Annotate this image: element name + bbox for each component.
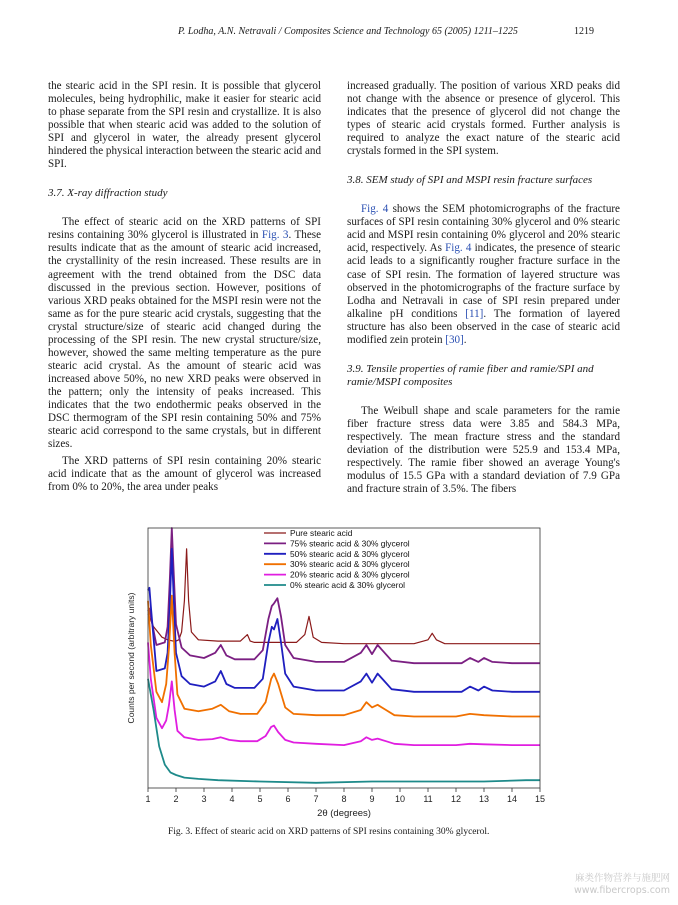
legend-label: 50% stearic acid & 30% glycerol bbox=[290, 548, 410, 559]
x-tick-label: 3 bbox=[201, 794, 207, 804]
citation-link[interactable]: [30] bbox=[445, 333, 464, 346]
figure-link[interactable]: Fig. 4 bbox=[361, 203, 389, 216]
legend-label: 0% stearic acid & 30% glycerol bbox=[290, 580, 405, 590]
paragraph-sem bbox=[347, 203, 620, 347]
legend-label: 30% stearic acid & 30% glycerol bbox=[290, 559, 410, 570]
citation-link[interactable]: [11] bbox=[465, 307, 484, 320]
paragraph: the stearic acid in the SPI resin. It is possible that glycerol molecules, being hydrophilic, make it easier for stearic acid to phase separate from the SPI resin and crystallize. It is also possible that when stearic acid was added to the solution of SPI and glycerol in water, the already present glycerol hindered the physical interaction between the stearic acid and SPI. bbox=[48, 80, 321, 171]
x-tick-label: 5 bbox=[257, 794, 263, 804]
legend-label: 75% stearic acid & 30% glycerol bbox=[290, 538, 410, 549]
x-tick-label: 2 bbox=[173, 794, 179, 804]
text: . The formation of layered structure has also been observed in the case of stearic acid modified zein protein bbox=[347, 307, 620, 346]
x-tick-label: 7 bbox=[313, 794, 319, 804]
x-tick-label: 4 bbox=[229, 794, 235, 804]
paragraph-xrd bbox=[48, 216, 321, 451]
figure-caption: Fig. 3. Effect of stearic acid on XRD patterns of SPI resins containing 30% glycerol. bbox=[168, 827, 490, 837]
paragraph: The XRD patterns of SPI resin containing 20% stearic acid indicate that as the amount of glycerol was increased from 0% to 20%, the area under peaks bbox=[48, 455, 321, 494]
running-head: P. Lodha, A.N. Netravali / Composites Science and Technology 65 (2005) 1211–1225 bbox=[178, 26, 518, 37]
watermark-line: www.fibercrops.com bbox=[573, 885, 670, 896]
text: indicates, the presence of stearic acid leads to a significantly rougher fracture surface in the case of SPI resin. The formation of layered structure was observed in the photomicrographs of the fracture surface by Lodha and Netravali in case of SPI resin prepared under alkaline pH conditions bbox=[347, 242, 620, 320]
section-heading-3-7: 3.7. X-ray diffraction study bbox=[48, 187, 168, 200]
text: shows the SEM photomicrographs of the fracture surfaces of SPI resin containing 30% glycerol and 0% stearic acid and MSPI resin containing 0% glycerol and 20% stearic acid, respectively. As bbox=[347, 203, 620, 255]
x-tick-label: 12 bbox=[450, 794, 462, 804]
x-tick-label: 14 bbox=[506, 794, 518, 804]
x-tick-label: 10 bbox=[394, 794, 406, 804]
x-axis-ticks bbox=[145, 788, 545, 804]
x-tick-label: 15 bbox=[534, 794, 546, 804]
figure-link[interactable]: Fig. 4 bbox=[445, 242, 472, 255]
x-tick-label: 6 bbox=[285, 794, 291, 804]
x-tick-label: 1 bbox=[145, 794, 151, 804]
left-column bbox=[48, 80, 321, 494]
series-line bbox=[148, 642, 540, 745]
watermark bbox=[574, 873, 670, 897]
series-line bbox=[148, 679, 540, 783]
section-heading-3-8: 3.8. SEM study of SPI and MSPI resin fracture surfaces bbox=[347, 174, 593, 187]
right-column bbox=[347, 80, 620, 496]
xrd-chart bbox=[122, 522, 552, 822]
text: . bbox=[463, 333, 467, 346]
legend-label: Pure stearic acid bbox=[290, 528, 353, 538]
x-axis-label: 2θ (degrees) bbox=[317, 808, 371, 819]
legend-label: 20% stearic acid & 30% glycerol bbox=[290, 569, 410, 580]
x-tick-label: 11 bbox=[423, 794, 433, 804]
text: The effect of stearic acid on the XRD patterns of SPI resins containing 30% glycerol is illustrated in bbox=[48, 216, 321, 242]
running-header bbox=[48, 22, 600, 42]
x-tick-label: 8 bbox=[341, 794, 347, 804]
section-heading-3-9: 3.9. Tensile properties of ramie fiber and ramie/SPI and ramie/MSPI composites bbox=[347, 362, 594, 388]
watermark-line: 麻类作物营养与施肥网 bbox=[574, 873, 670, 884]
paragraph: The Weibull shape and scale parameters for the ramie fiber fracture stress data were 3.85 and 584.3 MPa, respectively. The mean fracture stress and the standard deviation of the distribution were 525.9 and 153.4 MPa, respectively. The ramie fiber showed an average Young's modulus of 15.5 GPa with a standard deviation of 7.9 GPa and fracture strain of 3.5%. The fibers bbox=[347, 404, 620, 496]
text: . These results indicate that as the amount of stearic acid increased, the crystallinity of the resin increased. These results are in agreement with the trend obtained from the DSC data discussed in the previous section. However, positions of various XRD peaks obtained for the MSPI resin were not the same as for the pure stearic acid crystals, suggesting that the crystal structure/size of stearic acid changed during the processing of the SPI resin. The new crystal structure/size, however, showed the same melting temperature as the pure stearic acid crystal. As the amount of stearic acid was increased above 50%, no new XRD peaks were observed in the pattern; only the intensity of peaks increased. This indicates that the two endothermic peaks observed in the DSC thermogram of the SPI resin containing 50% and 75% stearic acid correspond to the same crystals, but in different sizes. bbox=[48, 229, 321, 451]
y-axis-label: Counts per second (arbitrary units) bbox=[126, 592, 136, 724]
figure-link[interactable]: Fig. 3 bbox=[261, 229, 289, 242]
x-tick-label: 13 bbox=[478, 794, 490, 804]
page-number: 1219 bbox=[574, 26, 594, 37]
chart-legend bbox=[264, 528, 410, 590]
figure-3 bbox=[122, 522, 552, 822]
paragraph: increased gradually. The position of various XRD peaks did not change with the absence or presence of glycerol. This indicates that the presence of glycerol did not change the types of stearic acid crystals formed. Further analysis is required to analyze the exact nature of the stearic acid crystals formed in the SPI system. bbox=[347, 80, 620, 158]
x-tick-label: 9 bbox=[369, 794, 375, 804]
